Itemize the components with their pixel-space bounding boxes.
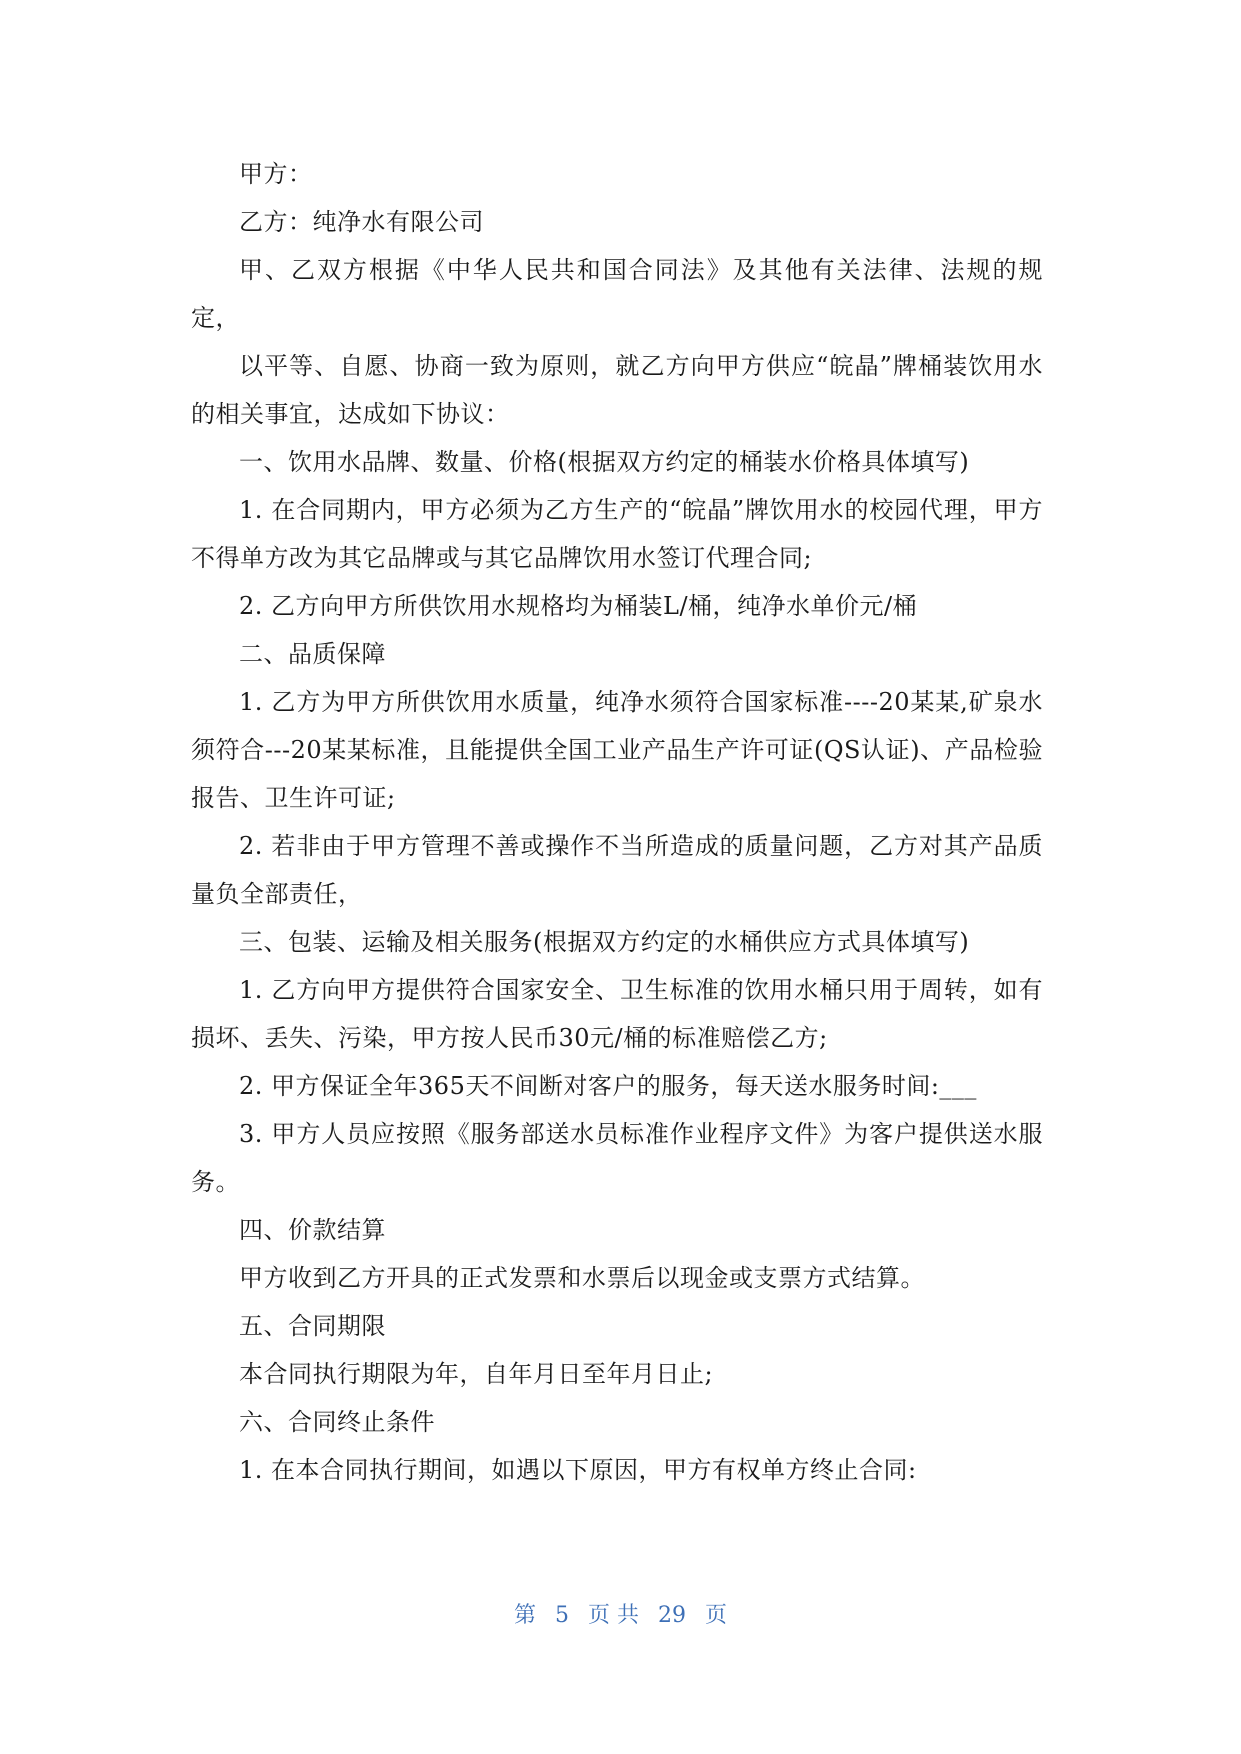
total-page-count: 29	[658, 1603, 686, 1628]
section-heading-5: 五、合同期限	[239, 1312, 386, 1340]
document-body	[191, 150, 1043, 1494]
clause-1-1: 1. 在合同期内，甲方必须为乙方生产的“皖晶”牌饮用水的校园代理，甲方不得单方改为其它品牌或与其它品牌饮用水签订代理合同;	[191, 496, 1043, 572]
clause-6-1: 1. 在本合同执行期间，如遇以下原因，甲方有权单方终止合同:	[239, 1456, 917, 1484]
clause-4-body: 甲方收到乙方开具的正式发票和水票后以现金或支票方式结算。	[239, 1264, 925, 1292]
principle-paragraph: 以平等、自愿、协商一致为原则，就乙方向甲方供应“皖晶”牌桶装饮用水的相关事宜，达成如下协议：	[191, 352, 1043, 428]
clause-3-1: 1. 乙方向甲方提供符合国家安全、卫生标准的饮用水桶只用于周转，如有损坏、丢失、污染，甲方按人民币30元/桶的标准赔偿乙方;	[191, 976, 1043, 1052]
clause-2-1: 1. 乙方为甲方所供饮用水质量，纯净水须符合国家标准----20某某,矿泉水须符合---20某某标准，且能提供全国工业产品生产许可证(QS认证)、产品检验报告、卫生许可证;	[191, 688, 1043, 812]
page-footer	[0, 1598, 1241, 1629]
clause-3-3: 3. 甲方人员应按照《服务部送水员标准作业程序文件》为客户提供送水服务。	[191, 1120, 1043, 1196]
party-a-line: 甲方：	[239, 160, 313, 188]
section-heading-6: 六、合同终止条件	[239, 1408, 435, 1436]
clause-2-2: 2. 若非由于甲方管理不善或操作不当所造成的质量问题，乙方对其产品质量负全部责任，	[191, 832, 1043, 908]
clause-3-2: 2. 甲方保证全年365天不间断对客户的服务，每天送水服务时间:___	[239, 1072, 977, 1100]
party-b-line: 乙方：纯净水有限公司	[239, 208, 484, 236]
footer-middle: 页 共	[588, 1603, 639, 1628]
footer-prefix: 第	[513, 1603, 536, 1628]
preamble-paragraph: 甲、乙双方根据《中华人民共和国合同法》及其他有关法律、法规的规定，	[191, 256, 1043, 332]
section-heading-1: 一、饮用水品牌、数量、价格(根据双方约定的桶装水价格具体填写)	[239, 448, 970, 476]
clause-5-body: 本合同执行期限为年，自年月日至年月日止;	[239, 1360, 714, 1388]
section-heading-2: 二、品质保障	[239, 640, 386, 668]
footer-suffix: 页	[705, 1603, 728, 1628]
clause-1-2: 2. 乙方向甲方所供饮用水规格均为桶装L/桶，纯净水单价元/桶	[239, 592, 918, 620]
current-page-number: 5	[555, 1603, 569, 1628]
section-heading-4: 四、价款结算	[239, 1216, 386, 1244]
section-heading-3: 三、包装、运输及相关服务(根据双方约定的水桶供应方式具体填写)	[239, 928, 970, 956]
